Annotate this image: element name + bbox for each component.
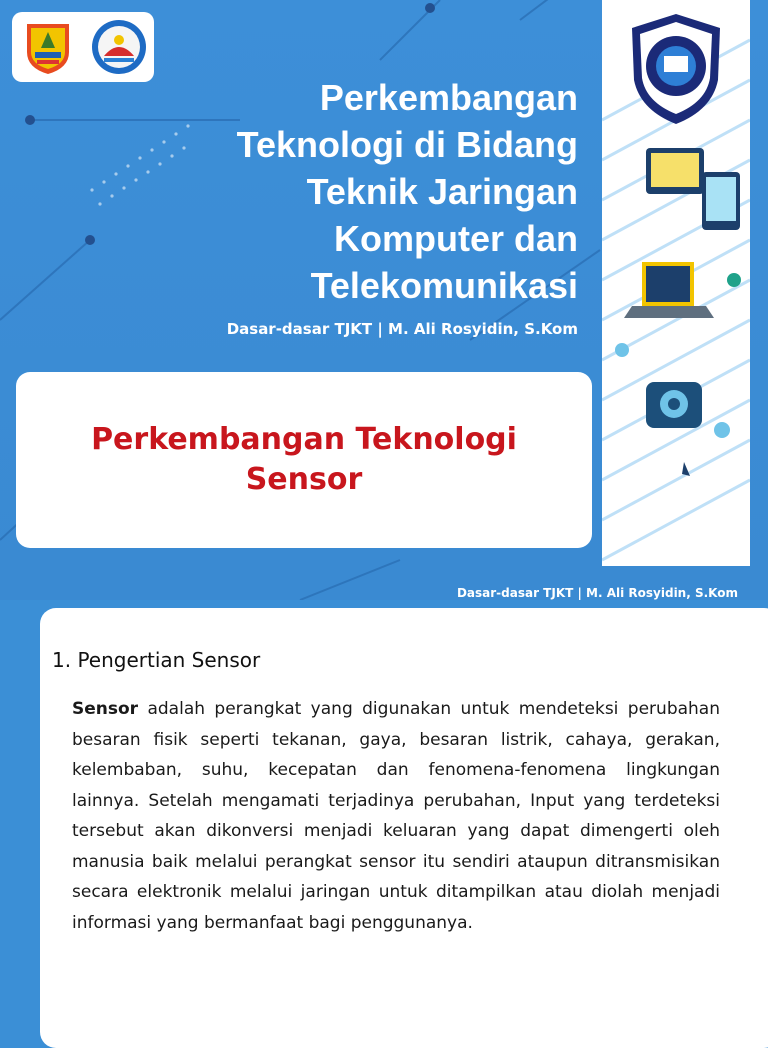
main-title: [138, 74, 578, 309]
main-title-line: Telekomunikasi: [310, 265, 578, 306]
province-emblem-icon: [19, 18, 77, 76]
main-title-line: Komputer dan: [333, 218, 578, 259]
main-title-line: Teknologi di Bidang: [236, 124, 578, 165]
slide-title-card: [16, 372, 592, 548]
definition-paragraph: [72, 694, 720, 938]
regency-emblem-icon: [90, 18, 148, 76]
network-illustration: [602, 0, 750, 566]
logos-box: [12, 12, 154, 82]
slide-byline: Dasar-dasar TJKT | M. Ali Rosyidin, S.Kom: [456, 586, 738, 600]
content-card: [40, 608, 768, 1048]
slide-title-line: Sensor: [245, 462, 363, 497]
defined-term: Sensor: [72, 699, 139, 719]
slide-title: [91, 420, 517, 500]
section-heading: 1. Pengertian Sensor: [52, 648, 261, 672]
tech-illustration-icon: [602, 0, 750, 566]
main-title-line: Perkembangan: [319, 77, 578, 118]
cover-byline: Dasar-dasar TJKT | M. Ali Rosyidin, S.Kom: [226, 320, 578, 338]
main-title-line: Teknik Jaringan: [306, 171, 578, 212]
school-badge-icon: [632, 14, 720, 124]
slide-title-line: Perkembangan Teknologi: [91, 422, 517, 457]
definition-text: adalah perangkat yang digunakan untuk mendeteksi perubahan besaran fisik seperti tekanan, gaya, besaran listrik, cahaya, gerakan, kelembaban, suhu, kecepatan dan fenomena-fenomena lingkungan lainnya. Setelah mengamati terjadinya perubahan, Input yang terdeteksi tersebut akan dikonversi menjadi keluaran yang dapat dimengerti oleh manusia baik melalui perangkat sensor itu sendiri ataupun ditransmisikan secara elektronik melalui jaringan untuk ditampilkan atau diolah menjadi informasi yang bermanfaat bagi penggunanya.: [72, 699, 720, 933]
